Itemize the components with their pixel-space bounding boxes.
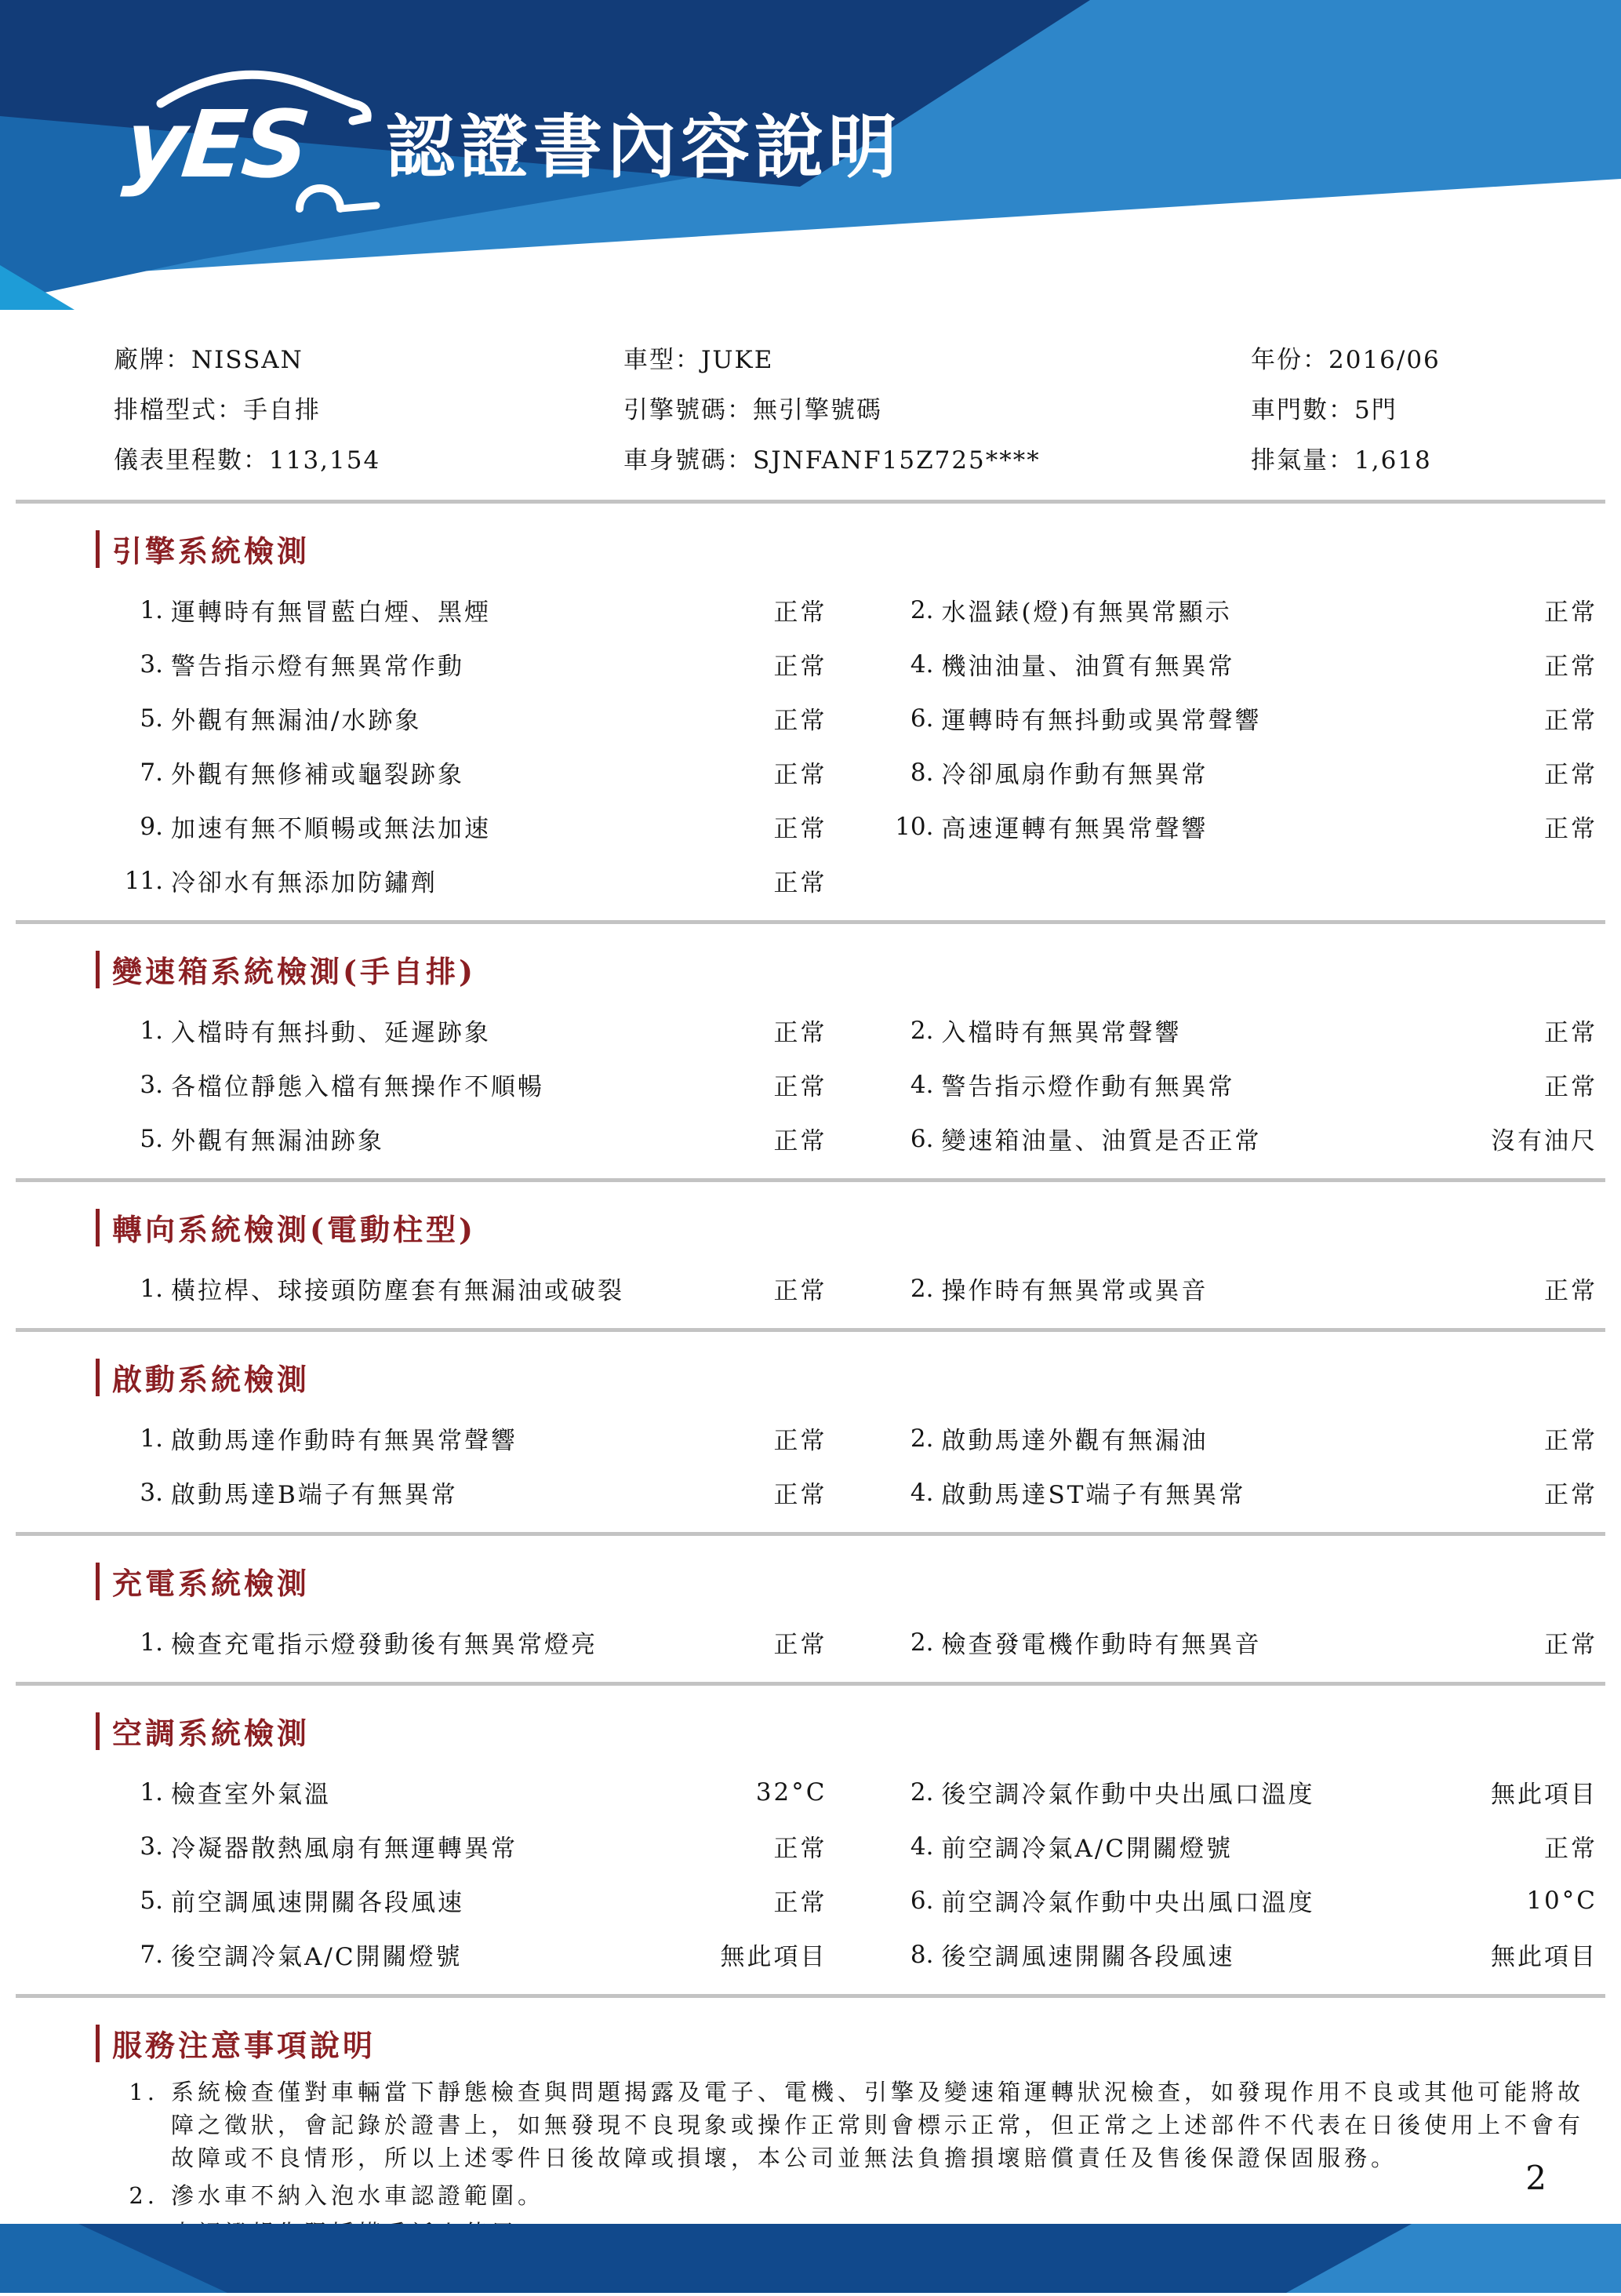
inspection-section xyxy=(0,1559,1621,1686)
info-field-label: 車門數： xyxy=(1251,395,1354,424)
info-field-label: 年份： xyxy=(1251,345,1328,374)
info-field-label: 排氣量： xyxy=(1251,446,1354,475)
item-text: 入檔時有無異常聲響 xyxy=(941,1019,1182,1047)
vehicle-info-row xyxy=(114,382,1621,432)
info-field-value: 無引擎號碼 xyxy=(753,395,882,424)
info-field xyxy=(623,440,1251,475)
info-field-value: SJNFANF15Z725**** xyxy=(753,446,1041,475)
info-field-value: 113,154 xyxy=(269,446,381,475)
section-title: 變速箱系統檢測(手自排) xyxy=(112,954,476,989)
item-number: 1. xyxy=(140,1274,163,1303)
info-field xyxy=(1251,340,1621,375)
item-row xyxy=(118,1057,827,1112)
item-result: 正常 xyxy=(773,869,827,897)
item-text: 啟動馬達B端子有無異常 xyxy=(171,1481,458,1509)
item-number: 7. xyxy=(140,758,163,787)
item-result: 32°C xyxy=(755,1777,827,1807)
item-row xyxy=(118,799,827,853)
item-number: 3. xyxy=(140,1070,163,1099)
item-result: 正常 xyxy=(773,1835,827,1863)
info-field-value: NISSAN xyxy=(191,345,303,374)
item-result: 正常 xyxy=(1544,707,1597,735)
divider xyxy=(16,1178,1605,1182)
item-text: 前空調風速開關各段風速 xyxy=(171,1889,464,1917)
info-field-value: 2016/06 xyxy=(1328,345,1441,374)
red-bar xyxy=(96,1712,100,1750)
item-result: 正常 xyxy=(773,1427,827,1455)
item-row xyxy=(118,691,827,745)
item-row xyxy=(889,1112,1598,1166)
item-number: 8. xyxy=(910,1940,934,1969)
page-number: 2 xyxy=(1525,2159,1546,2197)
item-result: 正常 xyxy=(1544,1427,1597,1455)
item-number: 3. xyxy=(140,1832,163,1861)
item-number: 4. xyxy=(910,1478,934,1507)
item-text: 操作時有無異常或異音 xyxy=(941,1277,1208,1305)
section-title-row xyxy=(96,1709,1621,1752)
item-text: 檢查發電機作動時有無異音 xyxy=(941,1631,1262,1659)
item-result: 無此項目 xyxy=(1491,1943,1597,1971)
item-number: 3. xyxy=(140,650,163,679)
item-result: 正常 xyxy=(773,815,827,843)
item-text: 水溫錶(燈)有無異常顯示 xyxy=(941,599,1232,627)
item-row xyxy=(889,1927,1598,1981)
item-number: 10. xyxy=(895,812,934,841)
item-number: 4. xyxy=(910,1832,934,1861)
inspection-section xyxy=(0,1206,1621,1332)
divider xyxy=(16,920,1605,924)
item-result: 正常 xyxy=(773,653,827,681)
section-title: 充電系統檢測 xyxy=(112,1566,311,1601)
item-result: 正常 xyxy=(1544,1481,1597,1509)
red-bar xyxy=(96,951,100,988)
item-result: 正常 xyxy=(1544,1019,1597,1047)
item-row xyxy=(118,1615,827,1669)
section-title: 轉向系統檢測(電動柱型) xyxy=(112,1212,476,1247)
item-number: 9. xyxy=(140,812,163,841)
section-title: 引擎系統檢測 xyxy=(112,533,311,569)
item-number: 5. xyxy=(140,1124,163,1153)
section-title-row xyxy=(96,948,1621,991)
info-field xyxy=(1251,390,1621,425)
item-text: 冷卻水有無添加防鏽劑 xyxy=(171,869,438,897)
item-row xyxy=(118,853,827,908)
item-row xyxy=(118,1765,827,1819)
item-result: 正常 xyxy=(1544,599,1597,627)
footer-background-shapes xyxy=(0,2224,1621,2293)
note-text: 系統檢查僅對車輛當下靜態檢查與問題揭露及電子、電機、引擎及變速箱運轉狀況檢查，如發現作用不良或其他可能將故障之徵狀，會記錄於證書上，如無發現不良現象或操作正常則會標示正常，但正常之上述部件不代表在日後使用上不會有故障或不良情形，所以上述零件日後故障或損壞，本公司並無法負擔損壞賠償責任及售後保證保固服務。 xyxy=(171,2079,1585,2171)
item-number: 1. xyxy=(140,1628,163,1657)
item-row xyxy=(118,1465,827,1519)
info-field-value: 5門 xyxy=(1354,395,1397,424)
item-text: 機油油量、油質有無異常 xyxy=(941,653,1235,681)
item-grid xyxy=(118,1261,1597,1315)
item-row xyxy=(889,1003,1598,1057)
note-number: 2. xyxy=(129,2182,158,2209)
item-grid xyxy=(118,583,1597,908)
item-result: 正常 xyxy=(1544,653,1597,681)
item-number: 2. xyxy=(910,1016,934,1045)
item-text: 加速有無不順暢或無法加速 xyxy=(171,815,491,843)
item-number: 1. xyxy=(140,595,163,624)
item-row xyxy=(118,1261,827,1315)
item-text: 後空調冷氣A/C開關燈號 xyxy=(171,1943,463,1971)
item-text: 啟動馬達作動時有無異常聲響 xyxy=(171,1427,518,1455)
notes-title-row xyxy=(96,2021,1621,2065)
item-text: 啟動馬達外觀有無漏油 xyxy=(941,1427,1208,1455)
logo-text: yES xyxy=(119,90,312,198)
item-result: 正常 xyxy=(773,1631,827,1659)
item-result: 沒有油尺 xyxy=(1491,1127,1597,1155)
item-grid xyxy=(118,1003,1597,1166)
note-item xyxy=(118,2076,1590,2174)
item-result: 正常 xyxy=(773,1073,827,1101)
note-item xyxy=(118,2179,1590,2212)
item-row xyxy=(889,1261,1598,1315)
red-bar xyxy=(96,1563,100,1600)
inspection-section xyxy=(0,1709,1621,1998)
item-result: 正常 xyxy=(773,1127,827,1155)
item-row xyxy=(889,583,1598,637)
item-result: 正常 xyxy=(1544,1835,1597,1863)
vehicle-info-row xyxy=(114,432,1621,482)
item-row xyxy=(889,1873,1598,1927)
header-banner xyxy=(0,0,1621,310)
section-title-row xyxy=(96,1355,1621,1399)
item-row xyxy=(118,1411,827,1465)
red-bar xyxy=(96,1209,100,1246)
item-row xyxy=(889,1057,1598,1112)
item-row xyxy=(118,637,827,691)
item-text: 後空調風速開關各段風速 xyxy=(941,1943,1235,1971)
item-text: 外觀有無漏油/水跡象 xyxy=(171,707,422,735)
section-title: 啟動系統檢測 xyxy=(112,1362,311,1397)
notes-title: 服務注意事項說明 xyxy=(112,2028,376,2063)
yes-logo xyxy=(118,55,384,227)
item-row xyxy=(118,745,827,799)
item-row xyxy=(118,1873,827,1927)
item-result: 正常 xyxy=(773,1019,827,1047)
item-text: 外觀有無漏油跡象 xyxy=(171,1127,384,1155)
info-field-value: JUKE xyxy=(701,345,774,374)
item-row xyxy=(889,1465,1598,1519)
item-text: 運轉時有無抖動或異常聲響 xyxy=(941,707,1262,735)
item-text: 冷卻風扇作動有無異常 xyxy=(941,761,1208,789)
item-result: 無此項目 xyxy=(720,1943,827,1971)
item-text: 後空調冷氣作動中央出風口溫度 xyxy=(941,1781,1315,1809)
vehicle-info xyxy=(0,310,1621,487)
item-number: 5. xyxy=(140,704,163,733)
section-title-row xyxy=(96,1206,1621,1249)
item-result: 10°C xyxy=(1526,1886,1597,1915)
item-text: 警告指示燈作動有無異常 xyxy=(941,1073,1235,1101)
item-result: 正常 xyxy=(1544,1073,1597,1101)
item-row xyxy=(889,691,1598,745)
info-field xyxy=(114,340,623,375)
item-row xyxy=(889,1411,1598,1465)
red-bar xyxy=(96,1359,100,1396)
divider xyxy=(16,500,1605,504)
item-grid xyxy=(118,1765,1597,1981)
item-number: 11. xyxy=(124,866,163,895)
item-grid xyxy=(118,1615,1597,1669)
section-title-row xyxy=(96,1559,1621,1603)
item-result: 正常 xyxy=(773,599,827,627)
item-row xyxy=(118,583,827,637)
item-number: 8. xyxy=(910,758,934,787)
item-number: 7. xyxy=(140,1940,163,1969)
item-result: 無此項目 xyxy=(1491,1781,1597,1809)
info-field-label: 引擎號碼： xyxy=(623,395,753,424)
item-row xyxy=(889,637,1598,691)
item-text: 前空調冷氣A/C開關燈號 xyxy=(941,1835,1234,1863)
item-number: 2. xyxy=(910,1777,934,1807)
inspection-section xyxy=(0,948,1621,1182)
item-text: 啟動馬達ST端子有無異常 xyxy=(941,1481,1246,1509)
item-text: 變速箱油量、油質是否正常 xyxy=(941,1127,1262,1155)
info-field xyxy=(114,390,623,425)
item-text: 各檔位靜態入檔有無操作不順暢 xyxy=(171,1073,544,1101)
item-number: 6. xyxy=(910,704,934,733)
item-result: 正常 xyxy=(1544,761,1597,789)
item-number: 3. xyxy=(140,1478,163,1507)
info-field-value: 1,618 xyxy=(1354,446,1432,475)
item-number: 1. xyxy=(140,1016,163,1045)
item-result: 正常 xyxy=(773,707,827,735)
item-result: 正常 xyxy=(1544,815,1597,843)
info-field-label: 廠牌： xyxy=(114,345,191,374)
item-number: 6. xyxy=(910,1124,934,1153)
info-field-label: 車身號碼： xyxy=(623,446,753,475)
item-text: 高速運轉有無異常聲響 xyxy=(941,815,1208,843)
info-field xyxy=(1251,440,1621,475)
info-field-label: 儀表里程數： xyxy=(114,446,269,475)
item-row xyxy=(889,1765,1598,1819)
item-row xyxy=(118,1003,827,1057)
item-grid xyxy=(118,1411,1597,1519)
info-field xyxy=(623,390,1251,425)
note-number: 1. xyxy=(129,2079,158,2105)
service-notes-section xyxy=(0,2021,1621,2250)
item-row xyxy=(889,745,1598,799)
item-number: 2. xyxy=(910,595,934,624)
inspection-section xyxy=(0,527,1621,924)
item-row xyxy=(889,1819,1598,1873)
info-field xyxy=(114,440,623,475)
item-number: 5. xyxy=(140,1886,163,1915)
item-number: 6. xyxy=(910,1886,934,1915)
item-row xyxy=(118,1927,827,1981)
item-text: 運轉時有無冒藍白煙、黑煙 xyxy=(171,599,491,627)
item-number: 1. xyxy=(140,1424,163,1453)
item-text: 檢查室外氣溫 xyxy=(171,1781,331,1809)
item-text: 警告指示燈有無異常作動 xyxy=(171,653,464,681)
section-title-row xyxy=(96,527,1621,570)
divider xyxy=(16,1328,1605,1332)
item-number: 2. xyxy=(910,1274,934,1303)
footer-banner xyxy=(0,2224,1621,2293)
inspection-sections xyxy=(0,527,1621,1998)
item-number: 2. xyxy=(910,1424,934,1453)
vehicle-info-row xyxy=(114,332,1621,382)
item-row xyxy=(118,1112,827,1166)
info-field-label: 排檔型式： xyxy=(114,395,243,424)
item-result: 正常 xyxy=(773,761,827,789)
section-title: 空調系統檢測 xyxy=(112,1716,311,1751)
red-bar xyxy=(96,2025,100,2062)
note-text: 滲水車不納入泡水車認證範圍。 xyxy=(171,2182,545,2209)
divider xyxy=(16,1682,1605,1686)
item-text: 前空調冷氣作動中央出風口溫度 xyxy=(941,1889,1315,1917)
item-text: 冷凝器散熱風扇有無運轉異常 xyxy=(171,1835,518,1863)
item-text: 外觀有無修補或龜裂跡象 xyxy=(171,761,464,789)
info-field-value: 手自排 xyxy=(243,395,321,424)
item-result: 正常 xyxy=(1544,1631,1597,1659)
item-result: 正常 xyxy=(773,1277,827,1305)
item-number: 4. xyxy=(910,650,934,679)
divider xyxy=(16,1532,1605,1536)
item-row xyxy=(889,1615,1598,1669)
item-text: 入檔時有無抖動、延遲跡象 xyxy=(171,1019,491,1047)
item-row xyxy=(889,799,1598,853)
item-number: 2. xyxy=(910,1628,934,1657)
item-result: 正常 xyxy=(1544,1277,1597,1305)
info-field-label: 車型： xyxy=(623,345,701,374)
page-title: 認證書內容說明 xyxy=(386,107,903,187)
item-row xyxy=(118,1819,827,1873)
item-text: 檢查充電指示燈發動後有無異常燈亮 xyxy=(171,1631,598,1659)
item-text: 橫拉桿、球接頭防塵套有無漏油或破裂 xyxy=(171,1277,624,1305)
divider xyxy=(16,1994,1605,1998)
red-bar xyxy=(96,530,100,568)
item-result: 正常 xyxy=(773,1481,827,1509)
item-number: 1. xyxy=(140,1777,163,1807)
item-number: 4. xyxy=(910,1070,934,1099)
info-field xyxy=(623,340,1251,375)
inspection-section xyxy=(0,1355,1621,1536)
item-result: 正常 xyxy=(773,1889,827,1917)
